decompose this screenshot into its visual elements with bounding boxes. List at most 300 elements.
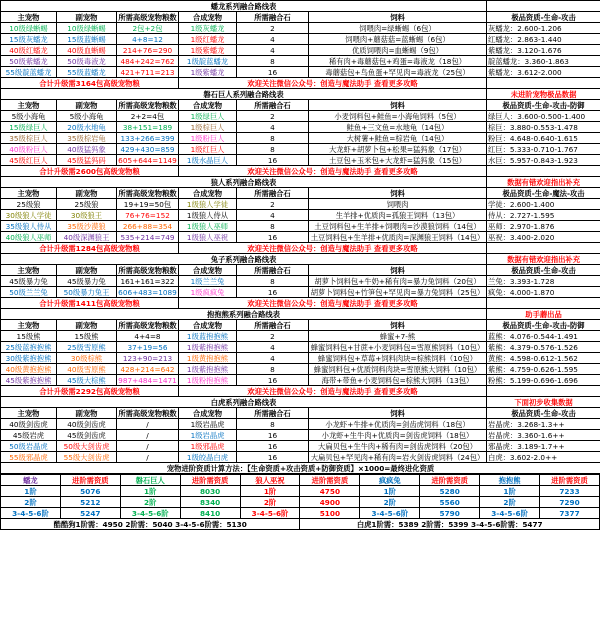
formula-text: 宠物进阶资质计算方法：【生命资质+攻击资质+防御资质】×1000=最终进化资质: [1, 463, 600, 474]
table-cell: 优质饲喂肉=血蜥蜴（9包）: [309, 45, 487, 56]
table-cell: 8: [237, 419, 309, 430]
stage-cell: 3-4-5-6阶: [240, 508, 300, 519]
stage-cell: 4750: [300, 486, 360, 497]
table-cell: 大树薯+鲑鱼=棕岩龟（14包）: [309, 133, 487, 144]
table-row: [1, 452, 600, 463]
stage-cell: 3-4-5-6阶: [1, 508, 61, 519]
table-cell: 侍从：2.727-1.595: [487, 210, 600, 221]
column-header: 合成宠物: [179, 265, 237, 276]
table-row: [1, 45, 600, 56]
stage-cell: 7233: [540, 486, 600, 497]
table-cell: 1级皎晶白虎: [179, 452, 237, 463]
column-header: 合成宠物: [179, 188, 237, 199]
table-cell: 4: [237, 210, 309, 221]
table-cell: 大龙虾+胡萝卜包+松果=猛犸象（17包）: [309, 144, 487, 155]
table-row: [1, 56, 600, 67]
header-row: [1, 408, 600, 419]
stage-cell: 5560: [420, 497, 480, 508]
column-header: 所需高级宠物粮数: [118, 12, 177, 22]
table-cell: /: [117, 430, 179, 441]
column-header: 主宠物: [1, 100, 57, 111]
table-cell: 8: [237, 221, 309, 232]
total-feed: 合计升级需3164包高级宠物粮: [1, 78, 179, 89]
column-header: 合成宠物: [179, 12, 237, 23]
table-cell: 1级水晶巨人: [179, 155, 237, 166]
table-cell: 45级剑齿虎: [57, 430, 117, 441]
column-header: 所需高级宠物粮数: [118, 100, 177, 110]
table-cell: 10级绿蜥蜴: [57, 23, 117, 34]
total-feed: 合计升级需2292包高级宠物粮: [1, 386, 179, 397]
section-title: 蟠龙系列融合路线表: [1, 1, 487, 12]
column-header: 副宠物: [57, 265, 117, 276]
table-cell: 16: [237, 375, 309, 386]
table-cell: /: [117, 452, 179, 463]
table-cell: 484+242=762: [117, 56, 179, 67]
stage-cell: 5100: [300, 508, 360, 519]
table-row: [1, 34, 600, 45]
table-cell: 蓝熊：4.076-0.544-1.491: [487, 331, 600, 342]
column-header: 副宠物: [57, 100, 117, 111]
table-row: [1, 133, 600, 144]
table-cell: 紫蟠龙：3.120-1.676: [487, 45, 600, 56]
table-cell: 55级邪晶虎: [1, 452, 57, 463]
table-cell: 8: [237, 133, 309, 144]
stage-cell: 3-4-5-6阶: [120, 508, 180, 519]
quality-header: 极品资质-生命-攻击: [487, 12, 600, 23]
stage-cell: 7377: [540, 508, 600, 519]
stage-header: 进阶需资质: [540, 475, 600, 486]
formula-row: [1, 463, 600, 474]
table-cell: 38+151=189: [117, 122, 179, 133]
table-row: [1, 144, 600, 155]
table-cell: 4: [237, 353, 309, 364]
table-cell: 123+90=213: [117, 353, 179, 364]
table-cell: 10级绿蜥蜴: [1, 23, 57, 34]
section-title-row: [1, 89, 600, 100]
table-cell: 蜂蜜+7-熊: [309, 331, 487, 342]
stage-row: [1, 486, 600, 497]
table-cell: 50级紫蟠龙: [1, 56, 57, 67]
table-cell: 土豆饲料包+生羊排+优质肉=深渊狼王饲料（14包）: [309, 232, 487, 243]
table-row: [1, 287, 600, 298]
table-cell: 1级狼人巫师: [179, 221, 237, 232]
wechat-note: 欢迎关注微信公众号：创造与魔法助手 查看更多攻略: [179, 166, 487, 177]
total-feed: 合计升级需1411包高级宠物粮: [1, 298, 179, 309]
table-cell: 疯兔：4.000-1.870: [487, 287, 600, 298]
stage-header-row: [1, 475, 600, 486]
table-cell: 紫熊：4.379-0.576-1.526: [487, 342, 600, 353]
stage-cell: 1阶: [120, 486, 180, 497]
section-title-row: [1, 309, 600, 320]
table-cell: 红巨：5.333-0.710-1.767: [487, 144, 600, 155]
column-header: 主宠物: [1, 265, 57, 276]
section-note: 助手蘑出品: [487, 309, 600, 320]
stage-cell: 1阶: [480, 486, 540, 497]
table-row: [1, 111, 600, 122]
column-header: 所需融合石: [237, 100, 309, 111]
stage-cell: 8410: [180, 508, 240, 519]
table-cell: 灰蟠龙：2.600-1.206: [487, 23, 600, 34]
stage-cell: 2阶: [480, 497, 540, 508]
table-cell: 428+214=642: [117, 364, 179, 375]
table-cell: 35级棕巨人: [1, 133, 57, 144]
table-cell: 15级绿巨人: [1, 122, 57, 133]
quality-header: 极品资质-生命-攻击: [487, 265, 600, 276]
table-cell: 蜂蜜饲料包+甘蔗+小麦饲料包=雪原熊饲料（10包）: [309, 342, 487, 353]
column-header: 所需高级宠物粮数: [118, 265, 177, 275]
table-cell: 红蟠龙：2.863-1.440: [487, 34, 600, 45]
table-cell: 巫师：2.970-1.876: [487, 221, 600, 232]
bottom-left-note: 酷酷狗1阶需：4950 2阶需：5040 3-4-5-6阶需：5130: [1, 519, 300, 530]
table-cell: 15级熊: [1, 331, 57, 342]
stage-cell: 2阶: [240, 497, 300, 508]
wechat-note: 欢迎关注微信公众号：创造与魔法助手 查看更多攻略: [179, 298, 487, 309]
table-cell: 50级暴力兔王: [57, 287, 117, 298]
table-cell: 4: [237, 45, 309, 56]
table-cell: 1级灰蟠龙: [179, 23, 237, 34]
footer-blank: [487, 166, 600, 177]
table-cell: 小龙虾+生牛肉+优质肉=剑齿虎饲料（18包）: [309, 430, 487, 441]
column-header: 饲料: [309, 320, 487, 331]
table-cell: 214+76=290: [117, 45, 179, 56]
table-cell: 37+19=56: [117, 342, 179, 353]
table-cell: 55级靛蓝蟠龙: [1, 67, 57, 78]
table-row: [1, 342, 600, 353]
table-cell: 987+484=1471: [118, 375, 177, 385]
table-cell: 1级黄抱抱熊: [179, 353, 237, 364]
total-feed: 合计升级需1284包高级宠物粮: [1, 243, 179, 254]
stage-header: 疯疯兔: [360, 475, 420, 486]
table-cell: 饲喂肉=绿蜥蜴（6包）: [309, 23, 487, 34]
stage-cell: 1阶: [240, 486, 300, 497]
table-cell: 40级红蟠龙: [1, 45, 57, 56]
table-cell: 鲑鱼+三文鱼=水地龟（14包）: [309, 122, 487, 133]
stage-header: 进阶需资质: [300, 475, 360, 486]
column-header: 主宠物: [1, 12, 57, 23]
table-cell: 50级大剑齿虎: [57, 441, 117, 452]
table-cell: 1级岩晶虎: [179, 419, 237, 430]
stage-cell: 8340: [180, 497, 240, 508]
table-cell: 15级灰蟠龙: [1, 34, 57, 45]
table-row: [1, 430, 600, 441]
column-header: 所需融合石: [237, 188, 309, 199]
table-cell: 45级猛犸码: [57, 155, 117, 166]
stage-cell: 2阶: [360, 497, 420, 508]
table-cell: 1级紫蟠龙: [179, 45, 237, 56]
bottom-right-note: 白虎1阶需：5389 2阶需：5399 3-4-5-6阶需：5477: [300, 519, 600, 530]
table-cell: 1级棕巨人: [179, 122, 237, 133]
column-header: 饲料: [309, 265, 487, 276]
table-cell: 巫祝：3.400-2.020: [487, 232, 600, 243]
stage-bottom-row: [1, 519, 600, 530]
table-cell: 35级棕岩龟: [57, 133, 117, 144]
table-row: [1, 353, 600, 364]
table-cell: 40级狼人巫师: [1, 232, 57, 243]
table-cell: 15级蓝蜥蜴: [57, 34, 117, 45]
table-cell: 海带+带鱼+小麦饲料包=棕熊大饲料（13包）: [309, 375, 487, 386]
stage-cell: 2阶: [120, 497, 180, 508]
section-footer-row: [1, 243, 600, 254]
stage-cell: 1阶: [360, 486, 420, 497]
table-cell: 1级狼人巫祝: [179, 232, 237, 243]
header-row: [1, 12, 600, 23]
table-cell: 40级猛犸象: [57, 144, 117, 155]
table-cell: 16: [237, 287, 309, 298]
header-row: [1, 320, 600, 331]
header-row: [1, 265, 600, 276]
table-cell: 岩晶虎：3.268-1.3++: [487, 419, 600, 430]
table-cell: 5级小海龟: [57, 111, 117, 122]
section-title: 狼人系列融合路线表: [1, 177, 487, 188]
stage-cell: 5076: [60, 486, 120, 497]
table-cell: 40级粉巨人: [1, 144, 57, 155]
table-cell: 生羊排+优质肉=孤狼王饲料（13包）: [309, 210, 487, 221]
table-cell: 2: [237, 199, 309, 210]
table-cell: 小麦饲料包+鲑鱼=小海龟饲料（5包）: [309, 111, 487, 122]
section-title: 磐石巨人系列融合路线表: [1, 89, 487, 100]
table-cell: 535+214=749: [117, 232, 179, 243]
footer-blank: [487, 78, 600, 89]
table-cell: 邪晶虎：3.189-1.7++: [487, 441, 600, 452]
table-cell: 1级靛蓝蟠龙: [179, 56, 237, 67]
table-row: [1, 419, 600, 430]
table-cell: 1级狼人侍从: [179, 210, 237, 221]
table-cell: 16: [237, 441, 309, 452]
stage-cell: 5790: [420, 508, 480, 519]
table-cell: 25级蓝抱抱熊: [1, 342, 57, 353]
wechat-note: 欢迎关注微信公众号：创造与魔法助手 查看更多攻略: [179, 243, 487, 254]
table-cell: 5级小海龟: [1, 111, 57, 122]
column-header: 主宠物: [1, 408, 57, 419]
section-note: 数据有错欢迎指出补充: [487, 254, 600, 265]
table-cell: 55级大剑齿虎: [57, 452, 117, 463]
table-cell: 30级紫抱抱熊: [1, 353, 57, 364]
table-cell: 1级兰兰兔: [179, 276, 237, 287]
table-cell: 45级暴力兔: [57, 276, 117, 287]
table-cell: 4+4=8: [117, 331, 179, 342]
table-cell: 1级红蟠龙: [179, 34, 237, 45]
column-header: 所需融合石: [237, 408, 309, 419]
section-note: 下面初步收集数据: [487, 397, 600, 408]
table-cell: 4: [237, 122, 309, 133]
table-cell: 429+430=859: [117, 144, 179, 155]
table-cell: 水巨：5.957-0.843-1.923: [487, 155, 600, 166]
header-row: [1, 100, 600, 111]
table-row: [1, 122, 600, 133]
table-cell: 1级粉巨人: [179, 133, 237, 144]
table-cell: 45级暴力兔: [1, 276, 57, 287]
stage-cell: 8030: [180, 486, 240, 497]
section-title-row: [1, 1, 600, 12]
table-cell: 30级狼王: [57, 210, 117, 221]
table-cell: 8: [237, 276, 309, 287]
table-row: [1, 155, 600, 166]
table-cell: 4: [237, 34, 309, 45]
column-header: 所需融合石: [237, 320, 309, 331]
table-cell: 大扁贝包+罕见肉+稀有肉=岩火剑齿虎饲料（24包）: [309, 452, 487, 463]
section-title-row: [1, 254, 600, 265]
table-cell: 2: [237, 111, 309, 122]
table-cell: 1级疯疯兔: [179, 287, 237, 298]
stage-cell: 7290: [540, 497, 600, 508]
table-cell: 1级绿巨人: [179, 111, 237, 122]
table-cell: 绿巨人：3.600-0.500-1.400: [487, 111, 600, 122]
table-cell: 55级蓝蟠龙: [57, 67, 117, 78]
table-cell: /: [117, 441, 179, 452]
table-cell: 4: [237, 342, 309, 353]
table-row: [1, 276, 600, 287]
column-header: 副宠物: [57, 320, 117, 331]
table-row: [1, 441, 600, 452]
table-row: [1, 23, 600, 34]
table-cell: 45级大棕熊: [57, 375, 117, 386]
table-cell: 15级熊: [57, 331, 117, 342]
table-row: [1, 331, 600, 342]
table-cell: 45级紫抱抱熊: [1, 375, 57, 386]
table-row: [1, 232, 600, 243]
table-cell: 2包+2包: [117, 23, 179, 34]
table-cell: 16: [237, 232, 309, 243]
section-footer-row: [1, 166, 600, 177]
table-cell: 606+483=1089: [118, 287, 177, 297]
stage-cell: 5247: [60, 508, 120, 519]
table-cell: 2+2=4包: [117, 111, 179, 122]
table-cell: 8: [237, 56, 309, 67]
section-title-row: [1, 397, 600, 408]
column-header: 饲料: [309, 12, 487, 23]
footer-blank: [487, 298, 600, 309]
table-cell: 1级紫蟠龙: [179, 67, 237, 78]
table-cell: 30级狼人学徒: [1, 210, 57, 221]
table-cell: 白虎：3.602-2.0++: [487, 452, 600, 463]
column-header: 合成宠物: [179, 408, 237, 419]
table-cell: /: [117, 419, 179, 430]
table-cell: 16: [237, 67, 309, 78]
table-cell: 饲喂肉: [309, 199, 487, 210]
table-cell: 兰兔：3.393-1.728: [487, 276, 600, 287]
table-cell: 饲喂肉+蘑菇菇=蓝蜥蜴（6包）: [309, 34, 487, 45]
section-note: 数据有错欢迎指出补充: [487, 177, 600, 188]
total-feed: 合计升级需2600包高级宠物粮: [1, 166, 179, 177]
table-cell: 黄熊：4.598-0.612-1.562: [487, 353, 600, 364]
section-title-row: [1, 177, 600, 188]
table-cell: 1级狼人学徒: [179, 199, 237, 210]
table-row: [1, 364, 600, 375]
table-cell: 1级粉抱抱熊: [179, 375, 237, 386]
column-header: 所需融合石: [237, 12, 309, 23]
stage-header: 狼人巫祝: [240, 475, 300, 486]
table-cell: 20级水地龟: [57, 122, 117, 133]
stage-header: 进阶需资质: [180, 475, 240, 486]
table-cell: 小龙虾+牛排+优质肉=剑齿虎饲料（18包）: [309, 419, 487, 430]
table-cell: 1级紫抱抱熊: [179, 364, 237, 375]
table-cell: 胡萝卜饲料包+牛奶+稀有肉=暴力兔饲料（20包）: [309, 276, 487, 287]
stage-cell: 3-4-5-6阶: [360, 508, 420, 519]
table-cell: 40级深渊狼王: [57, 232, 117, 243]
column-header: 饲料: [309, 188, 487, 199]
table-cell: 50级岩晶虎: [1, 441, 57, 452]
stage-cell: 1阶: [1, 486, 61, 497]
section-footer-row: [1, 386, 600, 397]
table-cell: 40级黄抱抱熊: [1, 364, 57, 375]
quality-header: 极品资质-生命-攻击-防御: [487, 320, 600, 331]
table-row: [1, 199, 600, 210]
table-cell: 靛蓝蟠龙：3.360-1.863: [487, 56, 600, 67]
table-cell: 16: [237, 430, 309, 441]
table-cell: 40级雪原熊: [57, 364, 117, 375]
column-header: 主宠物: [1, 188, 57, 199]
stage-table: [0, 474, 600, 530]
table-cell: 8: [237, 364, 309, 375]
table-cell: 棕巨：3.880-0.553-1.478: [487, 122, 600, 133]
table-cell: 1级蓝抱抱熊: [179, 331, 237, 342]
table-cell: 35级狼人侍从: [1, 221, 57, 232]
stage-header: 进阶需资质: [420, 475, 480, 486]
table-cell: 40级剑齿虎: [57, 419, 117, 430]
column-header: 合成宠物: [179, 100, 237, 111]
wechat-note: 欢迎关注微信公众号：创造与魔法助手 查看更多攻略: [179, 78, 487, 89]
table-cell: 蜂蜜饲料包+草莓+饲料肉块=棕熊饲料（10包）: [309, 353, 487, 364]
column-header: 副宠物: [57, 188, 117, 199]
table-cell: 8: [237, 144, 309, 155]
stage-header: 磐石巨人: [120, 475, 180, 486]
table-cell: 粉熊：5.199-0.696-1.696: [487, 375, 600, 386]
stage-cell: 2阶: [1, 497, 61, 508]
table-cell: 25级狼: [1, 199, 57, 210]
table-cell: 岩晶虎：3.360-1.6++: [487, 430, 600, 441]
column-header: 主宠物: [1, 320, 57, 331]
table-cell: 45级红巨人: [1, 155, 57, 166]
table-row: [1, 221, 600, 232]
table-cell: 266+88=354: [117, 221, 179, 232]
table-cell: 50级兰兰兔: [1, 287, 57, 298]
quality-header: 极品资质-生命-魔法-攻击: [487, 188, 600, 199]
table-cell: 25级雪原熊: [57, 342, 117, 353]
section-footer-row: [1, 78, 600, 89]
footer-blank: [487, 386, 600, 397]
column-header: 饲料: [309, 408, 487, 419]
table-row: [1, 375, 600, 386]
table-cell: 40级剑齿虎: [1, 419, 57, 430]
table-cell: 稀有肉+毒蘑菇包+鸡蛋=毒液龙（18包）: [309, 56, 487, 67]
stage-header: 进阶需资质: [60, 475, 120, 486]
table-cell: 大扁贝包+生牛肉+稀有肉=剑齿虎饲料（20包）: [309, 441, 487, 452]
stage-header: 蟠龙: [1, 475, 61, 486]
table-cell: 1级岩晶虎: [179, 430, 237, 441]
table-row: [1, 67, 600, 78]
column-header: 副宠物: [57, 408, 117, 419]
table-cell: 2: [237, 331, 309, 342]
table-cell: 16: [237, 452, 309, 463]
table-cell: 45级岩虎: [1, 430, 57, 441]
table-cell: 1级紫抱抱熊: [179, 342, 237, 353]
table-cell: 粉巨：4.648-0.640-1.615: [487, 133, 600, 144]
stage-cell: 5212: [60, 497, 120, 508]
section-title: 抱抱熊系列融合路线表: [1, 309, 487, 320]
stage-row: [1, 508, 600, 519]
table-cell: 土豆包+玉米包+大龙虾=猛犸象（15包）: [309, 155, 487, 166]
section-title: 白虎系列融合路线表: [1, 397, 487, 408]
table-cell: 学徒：2.600-1.400: [487, 199, 600, 210]
column-header: 所需融合石: [237, 265, 309, 276]
section-title: 兔子系列融合路线表: [1, 254, 487, 265]
stage-cell: 5280: [420, 486, 480, 497]
table-cell: 紫蟠龙：3.612-2.000: [487, 67, 600, 78]
table-cell: 2: [237, 23, 309, 34]
wechat-note: 欢迎关注微信公众号：创造与魔法助手 查看更多攻略: [179, 386, 487, 397]
quality-header: 极品资质-生命-攻击: [487, 408, 600, 419]
table-cell: 土豆饲料包+生羊排+饲喂肉=沙漠狼饲料（14包）: [309, 221, 487, 232]
